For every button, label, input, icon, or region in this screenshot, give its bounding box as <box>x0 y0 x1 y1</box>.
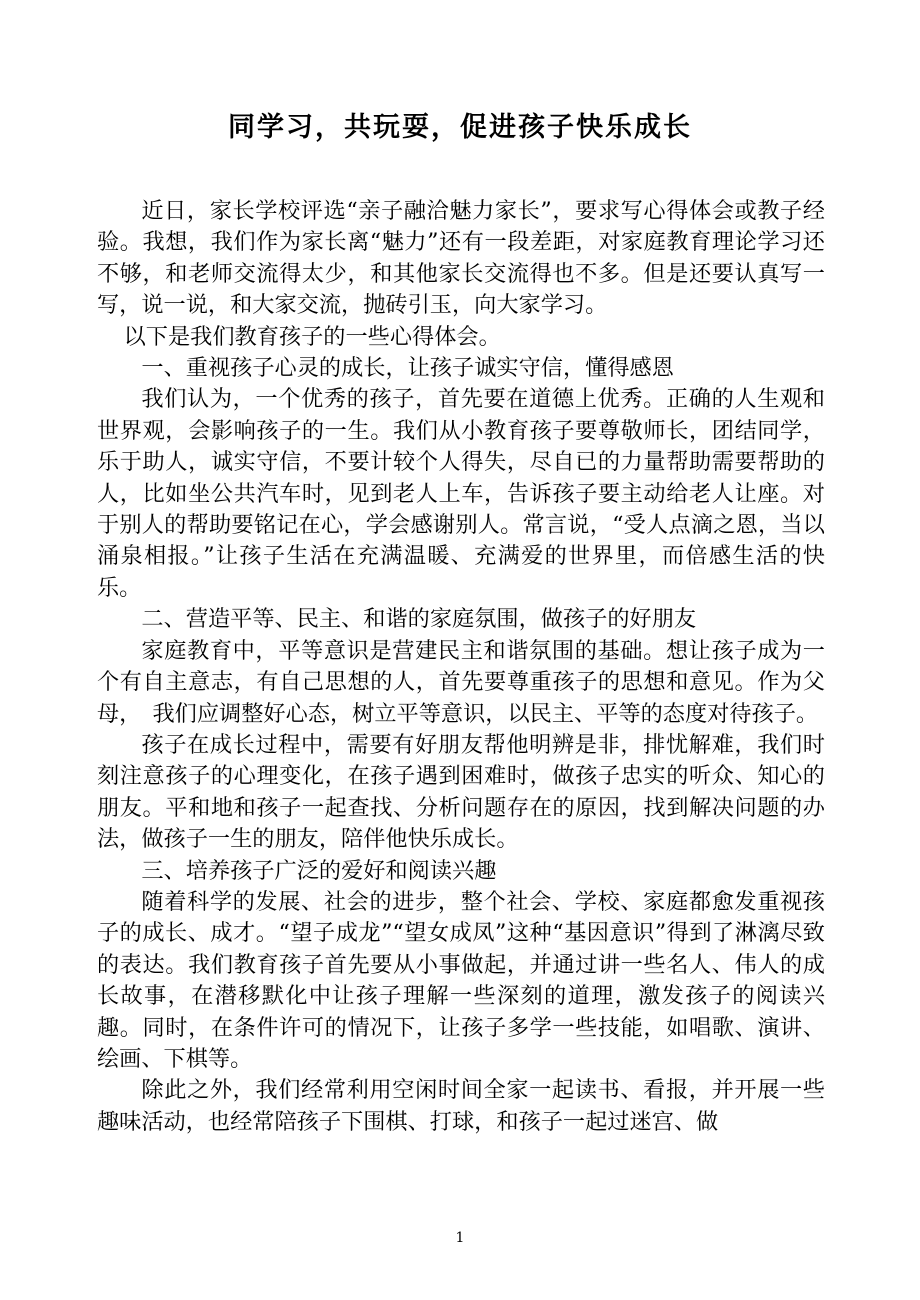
paragraph: 我们认为，一个优秀的孩子，首先要在道德上优秀。正确的人生观和世界观，会影响孩子的一生。我们从小教育孩子要尊敬师长，团结同学，乐于助人，诚实守信，不要计较个人得失，尽自已的力量帮助需要帮助的人，比如坐公共汽车时，见到老人上车，告诉孩子要主动给老人让座。对于别人的帮助要铭记在心，学会感谢别人。常言说，“受人点滴之恩，当以涌泉相报。”让孩子生活在充满温暖、充满爱的世界里，而倍感生活的快乐。 <box>97 386 825 601</box>
paragraph: 孩子在成长过程中，需要有好朋友帮他明辨是非，排忧解难，我们时刻注意孩子的心理变化，在孩子遇到困难时，做孩子忠实的听众、知心的朋友。平和地和孩子一起查找、分析问题存在的原因，找到解决问题的办法，做孩子一生的朋友，陪伴他快乐成长。 <box>97 731 825 853</box>
paragraph: 家庭教育中，平等意识是营建民主和谐氛围的基础。想让孩子成为一个有自主意志，有自己思想的人，首先要尊重孩子的思想和意见。作为父母， 我们应调整好心态，树立平等意识，以民主、平等的态度对待孩子。 <box>97 637 825 727</box>
paragraph: 除此之外，我们经常利用空闲时间全家一起读书、看报，并开展一些趣味活动，也经常陪孩子下围棋、打球，和孩子一起过迷宫、做 <box>97 1077 825 1135</box>
document-title: 同学习，共玩耍，促进孩子快乐成长 <box>228 112 692 143</box>
paragraph-intro: 近日，家长学校评选“亲子融洽魅力家长”，要求写心得体会或教子经验。我想，我们作为家长离“魅力”还有一段差距，对家庭教育理论学习还不够，和老师交流得太少，和其他家长交流得也不多。但是还要认真写一写，说一说，和大家交流，抛砖引玉，向大家学习。 <box>97 198 825 319</box>
section-heading-1: 一、重视孩子心灵的成长，让孩子诚实守信，懂得感恩 <box>141 355 674 382</box>
section-heading-2: 二、营造平等、民主、和谐的家庭氛围，做孩子的好朋友 <box>141 606 697 633</box>
paragraph: 随着科学的发展、社会的进步，整个社会、学校、家庭都愈发重视孩子的成长、成才。“望子成龙”“望女成凤”这种“基因意识”得到了淋漓尽致的表达。我们教育孩子首先要从小事做起，并通过讲一些名人、伟人的成长故事，在潜移默化中让孩子理解一些深刻的道理，激发孩子的阅读兴趣。同时，在条件许可的情况下，让孩子多学一些技能，如唱歌、演讲、绘画、下棋等。 <box>97 888 825 1072</box>
paragraph-lead-in: 以下是我们教育孩子的一些心得体会。 <box>123 323 501 350</box>
section-heading-3: 三、培养孩子广泛的爱好和阅读兴趣 <box>141 857 497 884</box>
page-number: 1 <box>455 1230 465 1246</box>
document-body <box>97 196 825 1138</box>
